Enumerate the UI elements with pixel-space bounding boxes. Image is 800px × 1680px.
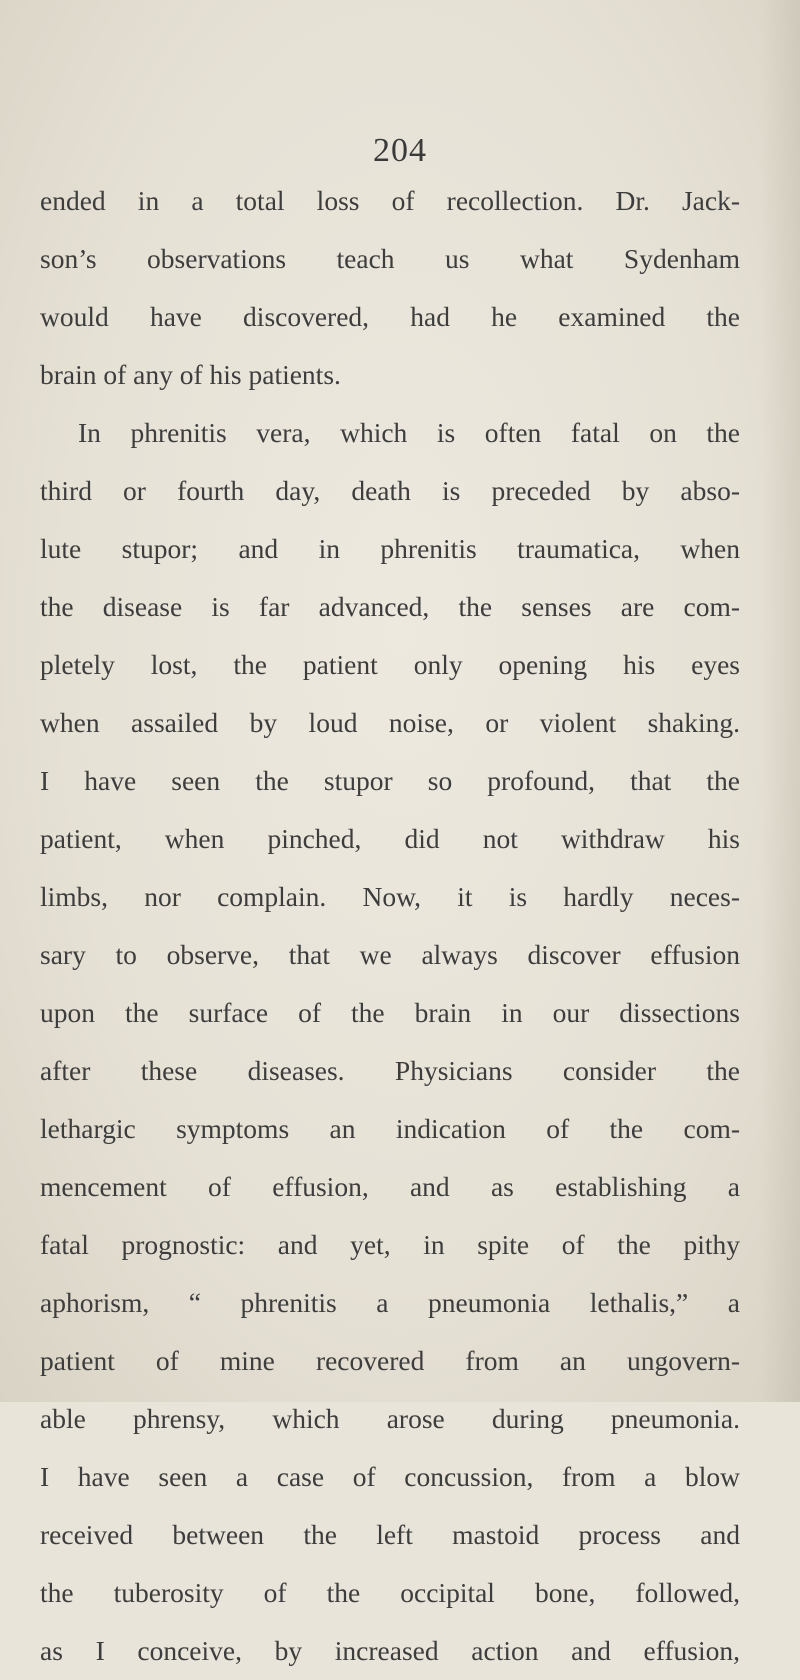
- text-line: lethargic symptoms an indication of the com-: [40, 1113, 740, 1144]
- page-number: 204: [373, 132, 427, 169]
- text-line: the disease is far advanced, the senses are com-: [40, 591, 740, 622]
- text-line: mencement of effusion, and as establishing a: [40, 1171, 740, 1202]
- text-line: as I conceive, by increased action and effusion,: [40, 1635, 740, 1666]
- text-line: In phrenitis vera, which is often fatal on the: [78, 417, 740, 448]
- page-edge-shadow: [760, 0, 800, 1402]
- text-line: patient, when pinched, did not withdraw his: [40, 823, 740, 854]
- text-line: the tuberosity of the occipital bone, followed,: [40, 1577, 740, 1608]
- text-line: received between the left mastoid process and: [40, 1519, 740, 1550]
- text-line: fatal prognostic: and yet, in spite of the pithy: [40, 1229, 740, 1260]
- text-line: limbs, nor complain. Now, it is hardly neces-: [40, 881, 740, 912]
- text-line: upon the surface of the brain in our dissections: [40, 997, 740, 1028]
- text-line: after these diseases. Physicians consider the: [40, 1055, 740, 1086]
- text-line: son’s observations teach us what Sydenham: [40, 243, 740, 274]
- text-line: I have seen a case of concussion, from a blow: [40, 1461, 740, 1492]
- text-line: I have seen the stupor so profound, that the: [40, 765, 740, 796]
- text-line: third or fourth day, death is preceded by abso-: [40, 475, 740, 506]
- text-line: able phrensy, which arose during pneumonia.: [40, 1403, 740, 1434]
- text-line: brain of any of his patients.: [40, 359, 341, 390]
- text-line: lute stupor; and in phrenitis traumatica, when: [40, 533, 740, 564]
- text-line: ended in a total loss of recollection. Dr. Jack-: [40, 185, 740, 216]
- text-line: when assailed by loud noise, or violent shaking.: [40, 707, 740, 738]
- text-line: sary to observe, that we always discover effusion: [40, 939, 740, 970]
- body-text: [40, 172, 740, 1680]
- text-line: pletely lost, the patient only opening his eyes: [40, 649, 740, 680]
- text-line: would have discovered, had he examined the: [40, 301, 740, 332]
- text-line: patient of mine recovered from an ungovern-: [40, 1345, 740, 1376]
- text-line: aphorism, “ phrenitis a pneumonia lethalis,” a: [40, 1287, 740, 1318]
